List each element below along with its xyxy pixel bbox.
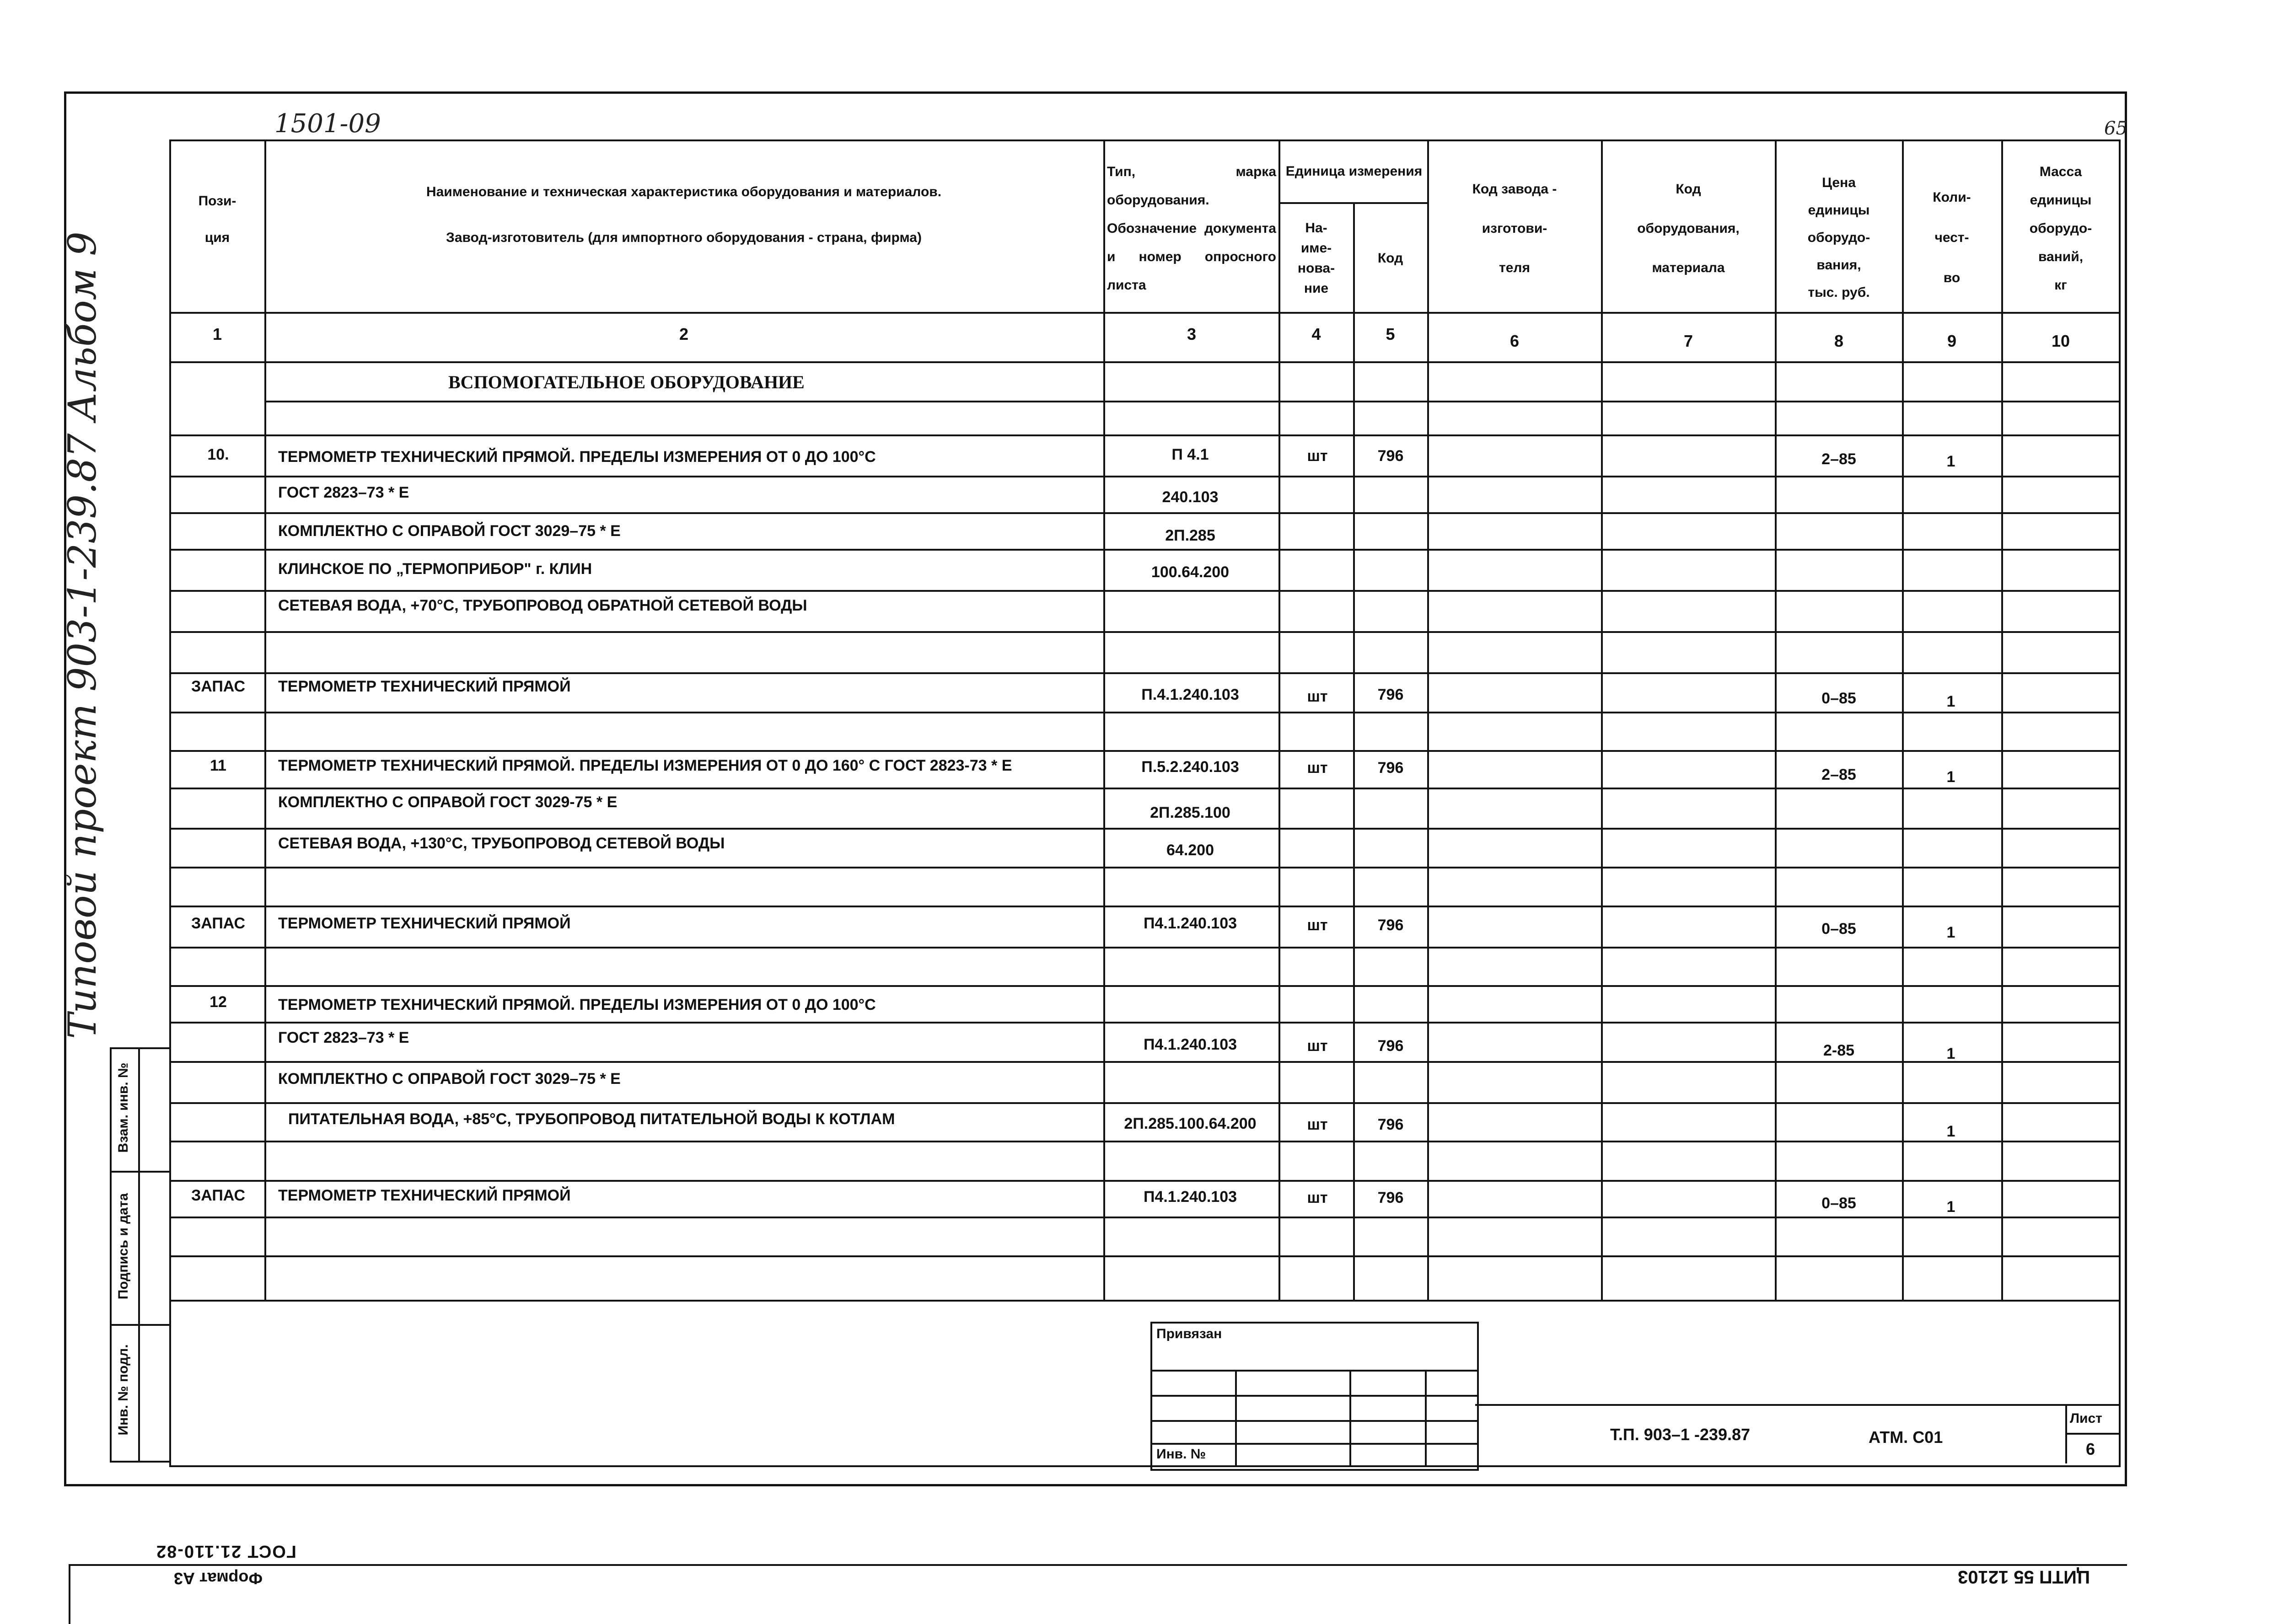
spare-1-code: 796 xyxy=(1377,686,1404,703)
format-label: Формат А3 xyxy=(174,1569,263,1588)
row-12-type: П4.1.240.103 xyxy=(1143,1036,1237,1053)
col-number-1: 1 xyxy=(212,325,222,343)
spare-3-unit: шт xyxy=(1307,1189,1328,1206)
spare-3-position: ЗАПАС xyxy=(191,1187,246,1204)
row-12-quantity: 1 xyxy=(1946,1045,1955,1062)
row-11-mount-doc: 2П.285.100 xyxy=(1150,804,1230,821)
row-12-sheet: 2П.285.100.64.200 xyxy=(1124,1115,1257,1132)
row-10-mount-doc: 2П.285 xyxy=(1165,527,1215,544)
row-12-mount: КОМПЛЕКТНО С ОПРАВОЙ ГОСТ 3029–75 * Е xyxy=(278,1070,621,1088)
document-type: АТМ. С01 xyxy=(1869,1428,1943,1447)
handwritten-album-label: Типовой проект 903-1-239.87 Альбом 9 xyxy=(60,231,105,1039)
spare-2-price: 0–85 xyxy=(1821,920,1856,938)
row-11-price: 2–85 xyxy=(1821,766,1856,783)
stamp-swap-inv-label: Взам. инв. № xyxy=(116,1062,131,1153)
header-equipment-code: Код оборудования, материала xyxy=(1637,182,1740,275)
row-10-code: 796 xyxy=(1377,447,1404,465)
row-10-doc: 240.103 xyxy=(1162,488,1219,506)
col-number-7: 7 xyxy=(1683,332,1693,350)
row-10-sheet: 100.64.200 xyxy=(1151,563,1230,581)
row-12-position: 12 xyxy=(209,993,227,1011)
spare-3-quantity: 1 xyxy=(1946,1198,1955,1216)
col-number-9: 9 xyxy=(1947,332,1957,350)
spare-1-type: П.4.1.240.103 xyxy=(1141,686,1239,703)
row-10-type: П 4.1 xyxy=(1171,446,1209,463)
spare-1-position: ЗАПАС xyxy=(191,678,246,695)
sheet-number: 6 xyxy=(2086,1440,2095,1458)
spare-3-price: 0–85 xyxy=(1821,1195,1856,1212)
spare-2-name: ТЕРМОМЕТР ТЕХНИЧЕСКИЙ ПРЯМОЙ xyxy=(278,915,571,932)
row-11-mount: КОМПЛЕКТНО С ОПРАВОЙ ГОСТ 3029-75 * Е xyxy=(278,793,618,811)
row-11-type: П.5.2.240.103 xyxy=(1141,758,1239,776)
spare-2-code: 796 xyxy=(1377,917,1404,934)
spare-3-type: П4.1.240.103 xyxy=(1143,1188,1237,1206)
row-10-mount: КОМПЛЕКТНО С ОПРАВОЙ ГОСТ 3029–75 * Е xyxy=(278,522,621,540)
col-number-2: 2 xyxy=(679,325,689,343)
page-mark: 65 xyxy=(2104,118,2127,139)
header-plant-code: Код завода - изготови- теля xyxy=(1472,182,1557,275)
handwritten-code: 1501-09 xyxy=(274,109,381,139)
col-number-8: 8 xyxy=(1834,332,1844,350)
row-10-unit: шт xyxy=(1307,447,1328,465)
row-11-name: ТЕРМОМЕТР ТЕХНИЧЕСКИЙ ПРЯМОЙ. ПРЕДЕЛЫ ИЗМЕРЕНИЯ ОТ 0 ДО 160° С ГОСТ 2823-73 * Е xyxy=(278,757,1012,774)
stamp-signature-date-label: Подпись и дата xyxy=(116,1193,131,1300)
row-12-price: 2-85 xyxy=(1823,1042,1855,1059)
row-10-medium: СЕТЕВАЯ ВОДА, +70°С, ТРУБОПРОВОД ОБРАТНОЙ СЕТЕВОЙ ВОДЫ xyxy=(278,597,807,614)
stamp-inv-original-label: Инв. № подл. xyxy=(116,1344,131,1436)
header-price: Цена единицы оборудо- вания, тыс. руб. xyxy=(1807,175,1870,300)
cipher-code: ЦИТП 55 12103 xyxy=(1958,1567,2090,1587)
header-quantity: Коли- чест- во xyxy=(1933,190,1971,285)
spare-1-unit: шт xyxy=(1307,688,1328,705)
col-number-10: 10 xyxy=(2051,332,2070,350)
spare-3-name: ТЕРМОМЕТР ТЕХНИЧЕСКИЙ ПРЯМОЙ xyxy=(278,1187,571,1204)
row-11-quantity: 1 xyxy=(1946,768,1955,786)
sheet-label: Лист xyxy=(2070,1411,2102,1426)
col-number-6: 6 xyxy=(1509,332,1520,350)
row-11-position: 11 xyxy=(210,757,226,774)
col-number-5: 5 xyxy=(1386,325,1395,343)
header-unit-name: На- име- нова- ние xyxy=(1297,220,1335,296)
header-unit-code: Код xyxy=(1377,251,1403,266)
row-12-gost: ГОСТ 2823–73 * Е xyxy=(278,1029,409,1046)
row-12-code: 796 xyxy=(1377,1037,1404,1055)
header-position: Пози- ция xyxy=(198,193,236,245)
row-11-sheet: 64.200 xyxy=(1166,841,1214,859)
binding-label: Привязан xyxy=(1156,1326,1222,1341)
row-11-unit: шт xyxy=(1307,759,1328,777)
row-12-unit: шт xyxy=(1307,1037,1328,1055)
header-unit-group: Единица измерения xyxy=(1285,164,1423,179)
spare-1-quantity: 1 xyxy=(1946,693,1955,710)
row-10-quantity: 1 xyxy=(1946,453,1955,470)
spare-1-name: ТЕРМОМЕТР ТЕХНИЧЕСКИЙ ПРЯМОЙ xyxy=(278,678,571,695)
spare-2-unit: шт xyxy=(1307,917,1328,934)
document-code: Т.П. 903–1 -239.87 xyxy=(1610,1425,1751,1444)
row-10-gost: ГОСТ 2823–73 * Е xyxy=(278,484,409,501)
binding-inv-label: Инв. № xyxy=(1156,1447,1206,1462)
row-10-position: 10. xyxy=(207,446,229,463)
row-10-name: ТЕРМОМЕТР ТЕХНИЧЕСКИЙ ПРЯМОЙ. ПРЕДЕЛЫ ИЗМЕРЕНИЯ ОТ 0 ДО 100°С xyxy=(278,448,876,466)
spare-3-code: 796 xyxy=(1377,1189,1404,1206)
row-11-medium: СЕТЕВАЯ ВОДА, +130°С, ТРУБОПРОВОД СЕТЕВОЙ ВОДЫ xyxy=(278,835,725,852)
spare-1-price: 0–85 xyxy=(1821,690,1856,707)
gost-reference: ГОСТ 21.110-82 xyxy=(156,1542,296,1561)
header-mass: Масса единицы оборудо- ваний, кг xyxy=(2029,164,2092,293)
section-title: ВСПОМОГАТЕЛЬНОЕ ОБОРУДОВАНИЕ xyxy=(448,372,805,392)
row-10-manufacturer: КЛИНСКОЕ ПО „ТЕРМОПРИБОР" г. КЛИН xyxy=(278,560,592,578)
spare-2-position: ЗАПАС xyxy=(191,915,246,932)
row-12-name: ТЕРМОМЕТР ТЕХНИЧЕСКИЙ ПРЯМОЙ. ПРЕДЕЛЫ ИЗМЕРЕНИЯ ОТ 0 ДО 100°С xyxy=(278,996,876,1013)
row-12-medium: ПИТАТЕЛЬНАЯ ВОДА, +85°С, ТРУБОПРОВОД ПИТАТЕЛЬНОЙ ВОДЫ К КОТЛАМ xyxy=(288,1110,895,1128)
row-12-medium-unit: шт xyxy=(1307,1116,1328,1133)
header-name: Наименование и техническая характеристика оборудования и материалов. Завод-изготовитель (для импортного оборудования - страна, фирма) xyxy=(426,184,942,245)
spare-2-quantity: 1 xyxy=(1946,924,1955,941)
row-10-price: 2–85 xyxy=(1821,450,1856,468)
row-11-code: 796 xyxy=(1377,759,1404,777)
spare-2-type: П4.1.240.103 xyxy=(1143,915,1237,932)
row-12-medium-quantity: 1 xyxy=(1946,1123,1955,1140)
col-number-3: 3 xyxy=(1187,325,1197,343)
col-number-4: 4 xyxy=(1311,325,1321,343)
row-12-medium-code: 796 xyxy=(1377,1116,1404,1133)
header-type: Тип, марка оборудования. Обозначение документа и номер опросного листа xyxy=(1107,164,1276,293)
